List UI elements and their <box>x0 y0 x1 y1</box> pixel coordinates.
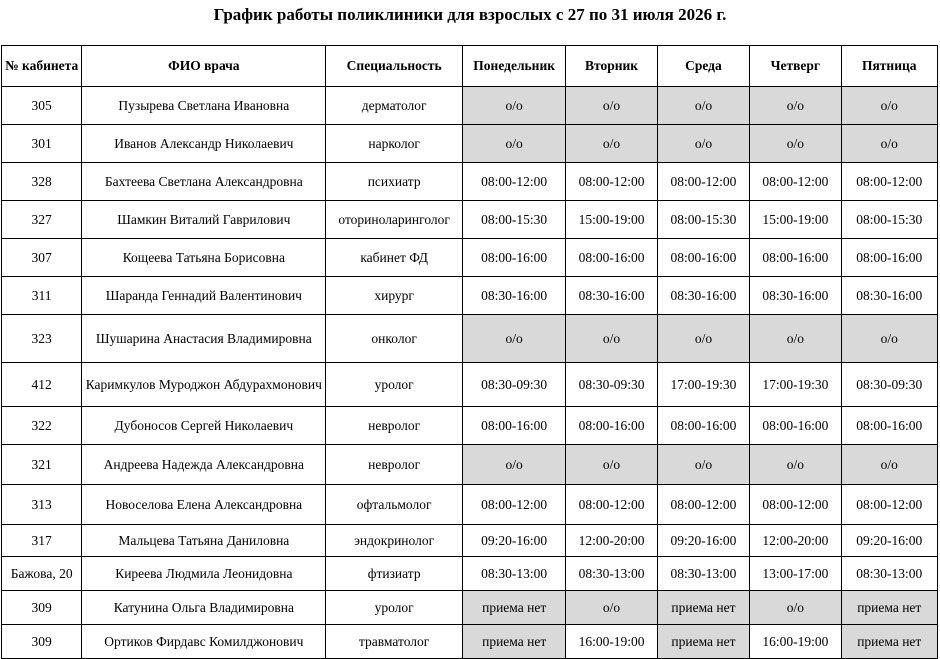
specialty-cell: невролог <box>326 445 463 485</box>
doctor-name-cell: Шамкин Виталий Гаврилович <box>82 201 326 239</box>
schedule-cell-tuesday: о/о <box>566 315 657 363</box>
schedule-cell-thursday: 15:00-19:00 <box>750 201 841 239</box>
schedule-cell-monday: о/о <box>462 445 565 485</box>
header-specialty: Специальность <box>326 46 463 87</box>
schedule-cell-monday: 08:30-13:00 <box>462 557 565 591</box>
schedule-cell-thursday: 12:00-20:00 <box>750 525 841 557</box>
schedule-cell-wednesday: приема нет <box>657 625 749 659</box>
header-wednesday: Среда <box>657 46 749 87</box>
doctor-name-cell: Шушарина Анастасия Владимировна <box>82 315 326 363</box>
doctor-name-cell: Ортиков Фирдавс Комилджонович <box>82 625 326 659</box>
room-cell: 301 <box>2 125 82 163</box>
header-monday: Понедельник <box>462 46 565 87</box>
schedule-cell-wednesday: 08:00-15:30 <box>657 201 749 239</box>
schedule-table <box>1 45 938 659</box>
table-row <box>2 277 938 315</box>
schedule-cell-thursday: 08:00-16:00 <box>750 407 841 445</box>
schedule-cell-wednesday: 08:30-13:00 <box>657 557 749 591</box>
schedule-cell-friday: о/о <box>841 125 937 163</box>
schedule-cell-wednesday: о/о <box>657 125 749 163</box>
specialty-cell: офтальмолог <box>326 485 463 525</box>
schedule-cell-friday: 08:00-16:00 <box>841 239 937 277</box>
doctor-name-cell: Андреева Надежда Александровна <box>82 445 326 485</box>
schedule-cell-thursday: 08:00-16:00 <box>750 239 841 277</box>
room-cell: Бажова, 20 <box>2 557 82 591</box>
table-row <box>2 625 938 659</box>
doctor-name-cell: Киреева Людмила Леонидовна <box>82 557 326 591</box>
room-cell: 412 <box>2 363 82 407</box>
room-cell: 322 <box>2 407 82 445</box>
schedule-cell-wednesday: 17:00-19:30 <box>657 363 749 407</box>
specialty-cell: нарколог <box>326 125 463 163</box>
schedule-cell-monday: 08:30-16:00 <box>462 277 565 315</box>
schedule-cell-tuesday: 08:30-09:30 <box>566 363 657 407</box>
header-row <box>2 46 938 87</box>
schedule-cell-monday: 08:00-16:00 <box>462 239 565 277</box>
schedule-cell-monday: 08:00-12:00 <box>462 163 565 201</box>
schedule-cell-wednesday: 08:00-12:00 <box>657 485 749 525</box>
header-tuesday: Вторник <box>566 46 657 87</box>
schedule-cell-monday: о/о <box>462 315 565 363</box>
room-cell: 311 <box>2 277 82 315</box>
specialty-cell: эндокринолог <box>326 525 463 557</box>
room-cell: 328 <box>2 163 82 201</box>
schedule-cell-thursday: 08:00-12:00 <box>750 485 841 525</box>
schedule-cell-friday: 08:30-13:00 <box>841 557 937 591</box>
table-row <box>2 87 938 125</box>
table-row <box>2 201 938 239</box>
schedule-cell-monday: о/о <box>462 87 565 125</box>
schedule-cell-thursday: о/о <box>750 87 841 125</box>
schedule-cell-thursday: о/о <box>750 125 841 163</box>
specialty-cell: оториноларинголог <box>326 201 463 239</box>
room-cell: 323 <box>2 315 82 363</box>
table-row <box>2 591 938 625</box>
schedule-cell-monday: приема нет <box>462 625 565 659</box>
schedule-cell-monday: о/о <box>462 125 565 163</box>
doctor-name-cell: Пузырева Светлана Ивановна <box>82 87 326 125</box>
schedule-cell-tuesday: 15:00-19:00 <box>566 201 657 239</box>
specialty-cell: фтизиатр <box>326 557 463 591</box>
schedule-cell-tuesday: 08:00-12:00 <box>566 163 657 201</box>
schedule-cell-thursday: 16:00-19:00 <box>750 625 841 659</box>
schedule-cell-monday: 08:30-09:30 <box>462 363 565 407</box>
table-row <box>2 557 938 591</box>
specialty-cell: психиатр <box>326 163 463 201</box>
doctor-name-cell: Бахтеева Светлана Александровна <box>82 163 326 201</box>
schedule-body <box>2 87 938 659</box>
specialty-cell: уролог <box>326 363 463 407</box>
schedule-cell-monday: 09:20-16:00 <box>462 525 565 557</box>
schedule-cell-thursday: о/о <box>750 315 841 363</box>
schedule-cell-monday: 08:00-15:30 <box>462 201 565 239</box>
header-doctor: ФИО врача <box>82 46 326 87</box>
specialty-cell: хирург <box>326 277 463 315</box>
schedule-cell-wednesday: 08:30-16:00 <box>657 277 749 315</box>
specialty-cell: онколог <box>326 315 463 363</box>
doctor-name-cell: Дубоносов Сергей Николаевич <box>82 407 326 445</box>
schedule-cell-tuesday: о/о <box>566 445 657 485</box>
table-row <box>2 485 938 525</box>
schedule-cell-wednesday: о/о <box>657 445 749 485</box>
schedule-cell-monday: приема нет <box>462 591 565 625</box>
table-row <box>2 363 938 407</box>
schedule-cell-friday: приема нет <box>841 591 937 625</box>
room-cell: 309 <box>2 591 82 625</box>
schedule-cell-wednesday: о/о <box>657 87 749 125</box>
header-room: № кабинета <box>2 46 82 87</box>
table-row <box>2 163 938 201</box>
specialty-cell: травматолог <box>326 625 463 659</box>
schedule-cell-tuesday: о/о <box>566 591 657 625</box>
doctor-name-cell: Мальцева Татьяна Даниловна <box>82 525 326 557</box>
doctor-name-cell: Новоселова Елена Александровна <box>82 485 326 525</box>
room-cell: 307 <box>2 239 82 277</box>
schedule-cell-thursday: 17:00-19:30 <box>750 363 841 407</box>
doctor-name-cell: Каримкулов Муроджон Абдурахмонович <box>82 363 326 407</box>
specialty-cell: дерматолог <box>326 87 463 125</box>
schedule-cell-friday: 08:00-15:30 <box>841 201 937 239</box>
schedule-cell-tuesday: 16:00-19:00 <box>566 625 657 659</box>
schedule-cell-friday: 09:20-16:00 <box>841 525 937 557</box>
schedule-cell-tuesday: о/о <box>566 125 657 163</box>
header-friday: Пятница <box>841 46 937 87</box>
room-cell: 305 <box>2 87 82 125</box>
schedule-cell-friday: 08:00-16:00 <box>841 407 937 445</box>
schedule-cell-friday: о/о <box>841 87 937 125</box>
table-row <box>2 407 938 445</box>
room-cell: 317 <box>2 525 82 557</box>
table-row <box>2 445 938 485</box>
doctor-name-cell: Шаранда Геннадий Валентинович <box>82 277 326 315</box>
schedule-cell-tuesday: 08:00-16:00 <box>566 407 657 445</box>
schedule-cell-wednesday: 08:00-16:00 <box>657 239 749 277</box>
schedule-cell-wednesday: 08:00-12:00 <box>657 163 749 201</box>
schedule-cell-friday: 08:30-16:00 <box>841 277 937 315</box>
schedule-cell-wednesday: приема нет <box>657 591 749 625</box>
schedule-cell-friday: приема нет <box>841 625 937 659</box>
schedule-cell-wednesday: 08:00-16:00 <box>657 407 749 445</box>
schedule-cell-thursday: о/о <box>750 445 841 485</box>
header-thursday: Четверг <box>750 46 841 87</box>
schedule-cell-friday: 08:00-12:00 <box>841 485 937 525</box>
schedule-cell-friday: 08:30-09:30 <box>841 363 937 407</box>
schedule-cell-thursday: 08:00-12:00 <box>750 163 841 201</box>
schedule-cell-tuesday: 08:00-16:00 <box>566 239 657 277</box>
table-row <box>2 239 938 277</box>
schedule-cell-wednesday: о/о <box>657 315 749 363</box>
schedule-cell-wednesday: 09:20-16:00 <box>657 525 749 557</box>
schedule-cell-thursday: о/о <box>750 591 841 625</box>
schedule-cell-monday: 08:00-12:00 <box>462 485 565 525</box>
schedule-cell-tuesday: 08:30-16:00 <box>566 277 657 315</box>
doctor-name-cell: Катунина Ольга Владимировна <box>82 591 326 625</box>
page-title: График работы поликлиники для взрослых с 27 по 31 июля 2026 г. <box>213 5 727 24</box>
schedule-cell-friday: о/о <box>841 315 937 363</box>
table-row <box>2 525 938 557</box>
table-row <box>2 125 938 163</box>
schedule-cell-tuesday: 08:30-13:00 <box>566 557 657 591</box>
doctor-name-cell: Кощеева Татьяна Борисовна <box>82 239 326 277</box>
schedule-cell-monday: 08:00-16:00 <box>462 407 565 445</box>
specialty-cell: невролог <box>326 407 463 445</box>
specialty-cell: уролог <box>326 591 463 625</box>
table-row <box>2 315 938 363</box>
specialty-cell: кабинет ФД <box>326 239 463 277</box>
room-cell: 309 <box>2 625 82 659</box>
schedule-cell-thursday: 08:30-16:00 <box>750 277 841 315</box>
doctor-name-cell: Иванов Александр Николаевич <box>82 125 326 163</box>
room-cell: 327 <box>2 201 82 239</box>
room-cell: 313 <box>2 485 82 525</box>
schedule-cell-tuesday: о/о <box>566 87 657 125</box>
schedule-cell-friday: 08:00-12:00 <box>841 163 937 201</box>
schedule-cell-tuesday: 12:00-20:00 <box>566 525 657 557</box>
schedule-cell-friday: о/о <box>841 445 937 485</box>
schedule-cell-tuesday: 08:00-12:00 <box>566 485 657 525</box>
schedule-cell-thursday: 13:00-17:00 <box>750 557 841 591</box>
room-cell: 321 <box>2 445 82 485</box>
